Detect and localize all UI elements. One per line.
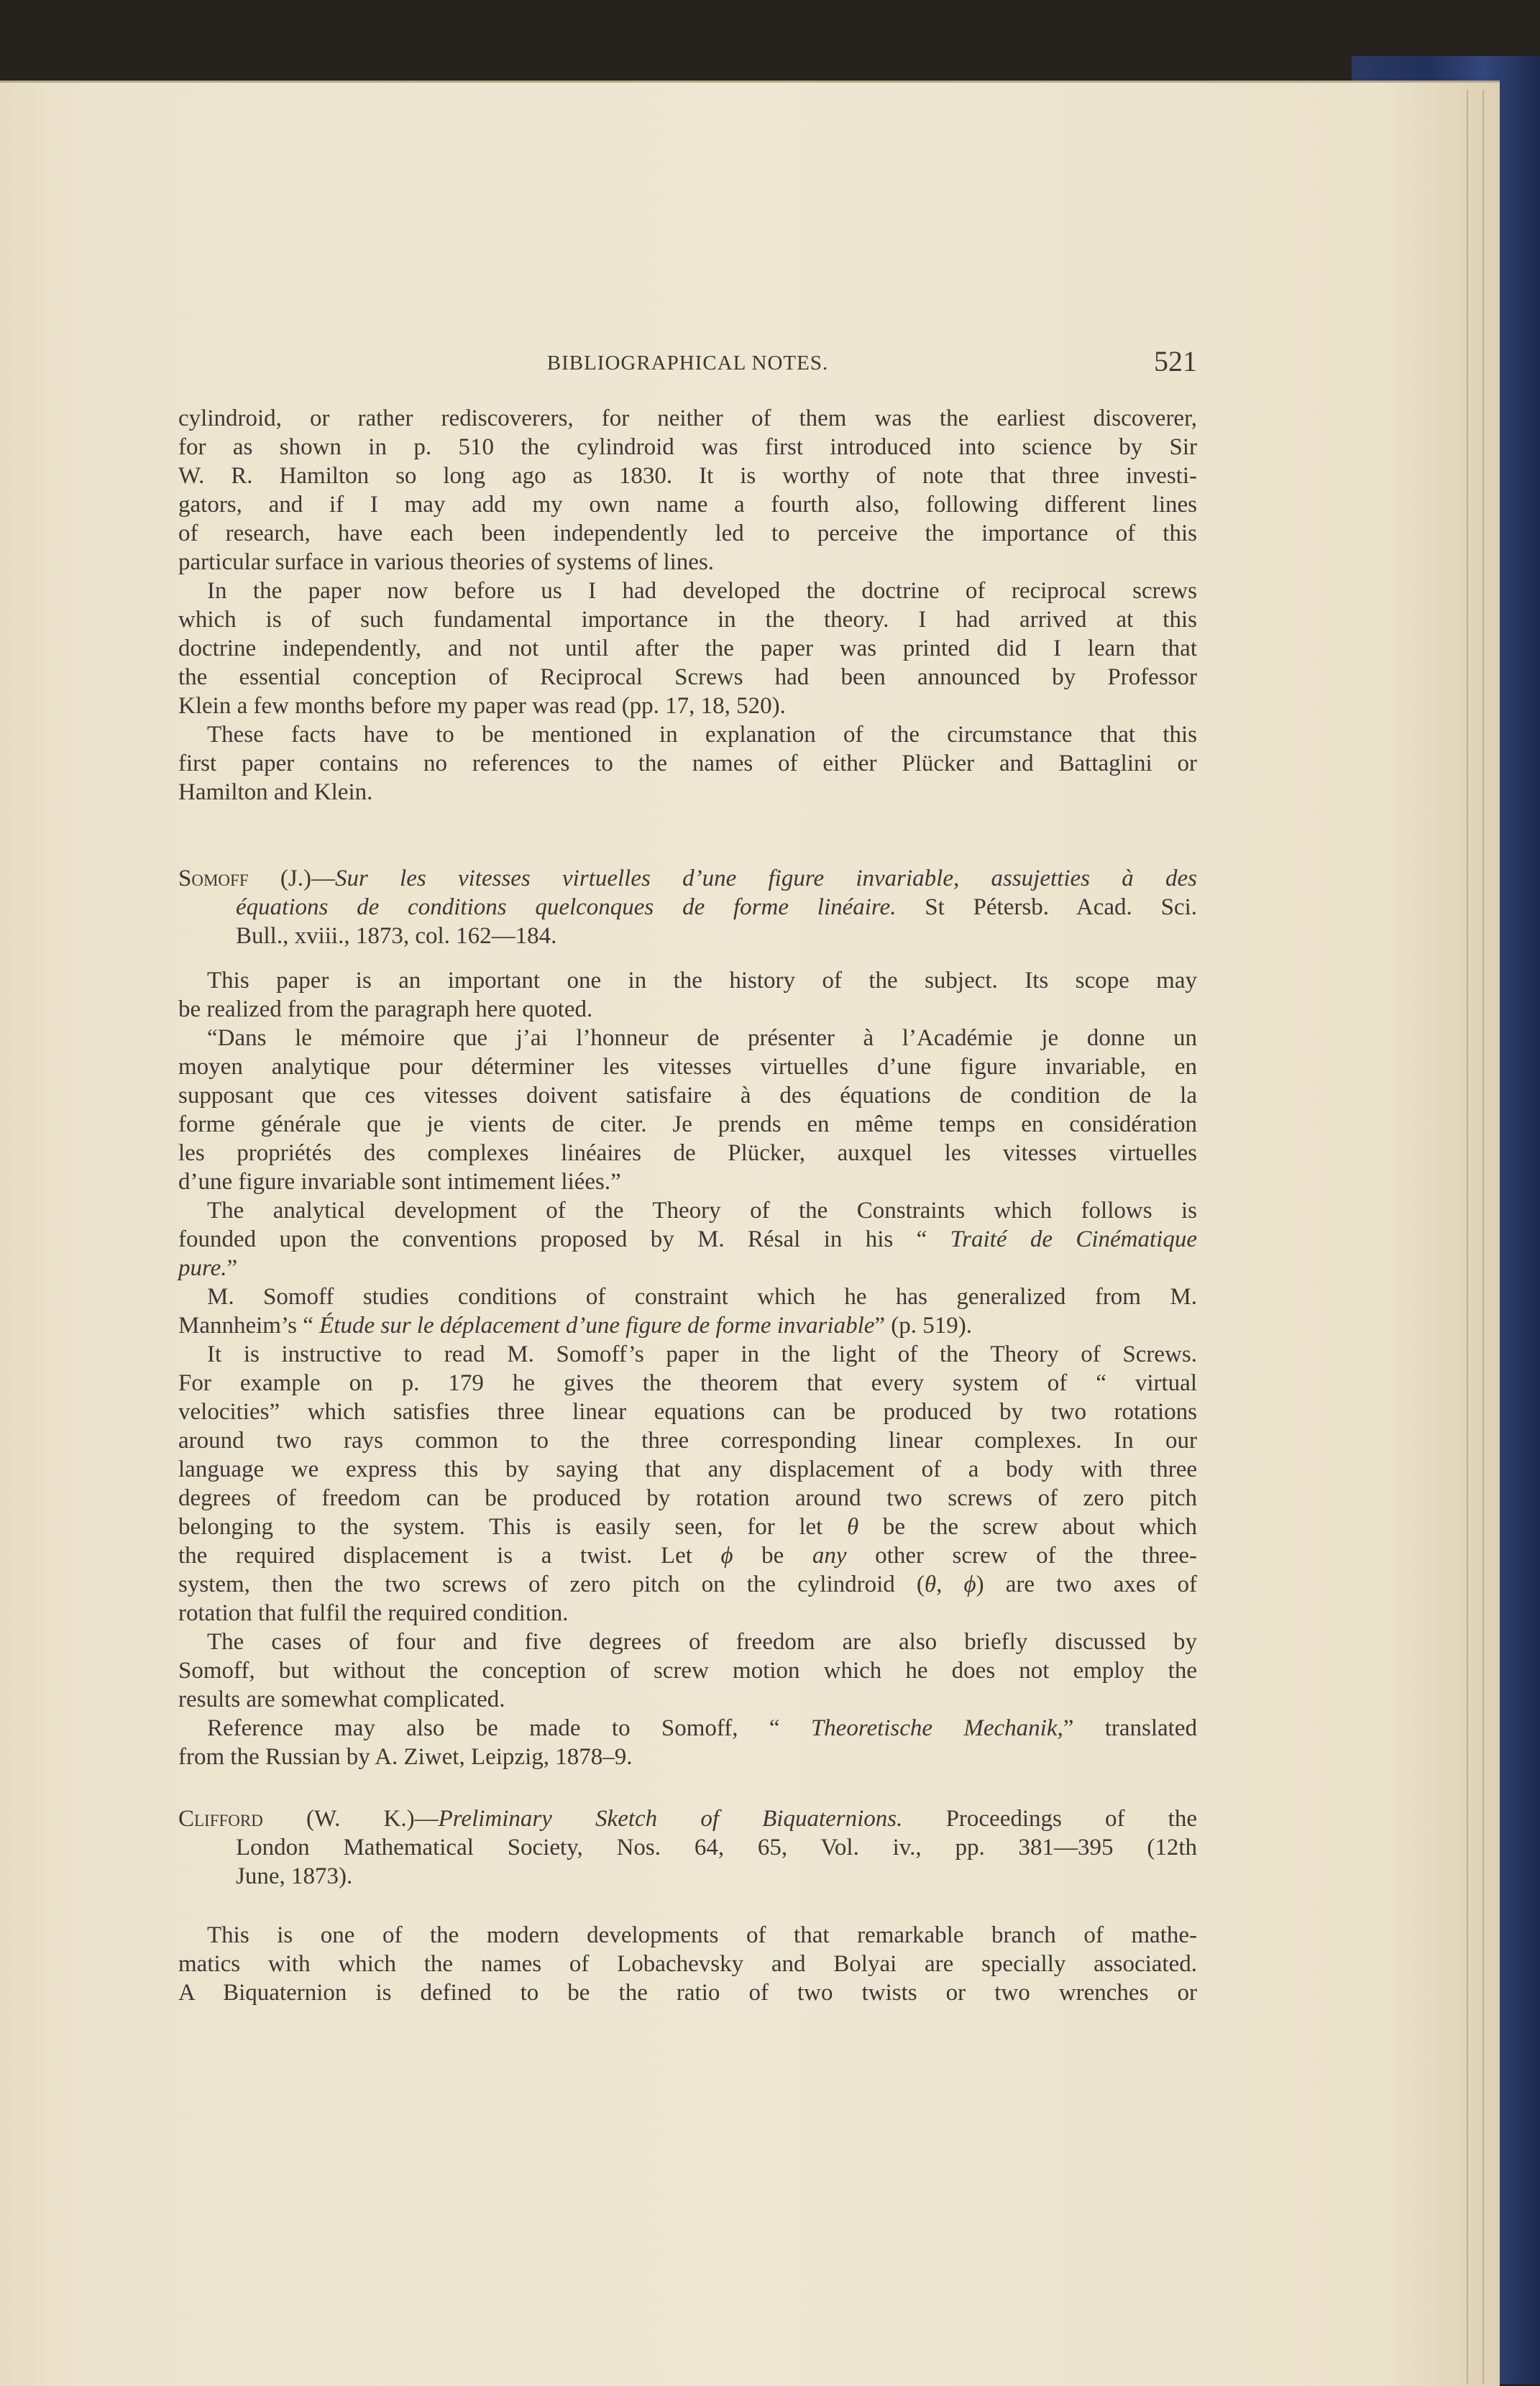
text-line: forme générale que je vients de citer. Je prends en même temps en considération — [178, 1111, 1197, 1137]
text-line: for as shown in p. 510 the cylindroid was first introduced into science by Sir — [178, 434, 1197, 460]
paragraph — [178, 1024, 1197, 1196]
text-line: d’une figure invariable sont intimement liées.” — [178, 1169, 621, 1195]
text-line: first paper contains no references to the names of either Plücker and Battaglini or — [178, 751, 1197, 776]
text-line: “Dans le mémoire que j’ai l’honneur de présenter à l’Académie je donne un — [207, 1025, 1197, 1051]
paragraph — [178, 966, 1197, 1024]
paragraph — [178, 1921, 1197, 2007]
text-line — [178, 1225, 1197, 1254]
text-run: be — [733, 1543, 812, 1569]
text-line: supposant que ces vitesses doivent satisfaire à des équations de condition de la — [178, 1083, 1197, 1109]
text-line: M. Somoff studies conditions of constraint which he has generalized from M. — [207, 1284, 1197, 1310]
italic-title: Traité de Cinématique — [950, 1226, 1197, 1252]
text-line: June, 1873). — [236, 1863, 353, 1889]
italic-title: Sur les vitesses virtuelles d’une figure invariable, assujetties à des — [334, 866, 1198, 891]
text-line — [178, 1804, 1197, 1833]
italic-title: Preliminary Sketch of Biquaternions. — [438, 1806, 903, 1832]
text-line — [178, 1254, 1197, 1283]
somoff-entry — [178, 864, 1197, 950]
text-run: ” translated — [1063, 1715, 1197, 1741]
text-line: which is of such fundamental importance in the theory. I had arrived at this — [178, 607, 1197, 633]
somoff-commentary — [178, 966, 1197, 1771]
text-line: Somoff, but without the conception of screw motion which he does not employ the — [178, 1658, 1197, 1684]
text-run: other screw of the three- — [846, 1543, 1197, 1569]
text-line: the essential conception of Reciprocal Screws had been announced by Professor — [178, 664, 1197, 690]
text-line: A Biquaternion is defined to be the ratio of two twists or two wrenches or — [178, 1980, 1197, 2006]
page-edge-line — [1467, 90, 1468, 2384]
text-line — [178, 1311, 1197, 1340]
paragraph — [178, 577, 1197, 720]
paragraph — [178, 1283, 1197, 1340]
text-run: founded upon the conventions proposed by M. Résal in his “ — [178, 1226, 950, 1252]
text-line: around two rays common to the three corresponding linear complexes. In our — [178, 1428, 1197, 1454]
text-line: velocities” which satisfies three linear equations can be produced by two rotations — [178, 1399, 1197, 1425]
page-number: 521 — [1154, 345, 1197, 377]
text-line — [178, 1570, 1197, 1599]
italic-title: Étude sur le déplacement d’une figure de forme invariable — [319, 1313, 875, 1339]
clifford-commentary — [178, 1921, 1197, 2007]
running-head — [178, 347, 1197, 379]
text-run: ) are two axes of — [976, 1571, 1197, 1597]
italic-title: pure. — [178, 1255, 227, 1281]
author-name: Somoff — [178, 866, 249, 891]
running-head-title: BIBLIOGRAPHICAL NOTES. — [546, 352, 829, 375]
text-line: results are somewhat complicated. — [178, 1687, 505, 1712]
text-run: belonging to the system. This is easily seen, for let — [178, 1514, 848, 1540]
text-line: rotation that fulfil the required condition. — [178, 1600, 569, 1626]
text-run: system, then the two screws of zero pitch on the cylindroid ( — [178, 1571, 925, 1597]
text-run: the required displacement is a twist. Let — [178, 1543, 721, 1569]
paragraph — [178, 1340, 1197, 1628]
author-name: Clifford — [178, 1806, 263, 1832]
text-line: In the paper now before us I had developed the doctrine of reciprocal screws — [207, 578, 1197, 604]
text-line: Klein a few months before my paper was read (pp. 17, 18, 520). — [178, 693, 786, 719]
intro-paragraphs — [178, 404, 1197, 807]
italic-title: ϕ — [963, 1571, 976, 1597]
text-line — [178, 1513, 1197, 1541]
text-line: London Mathematical Society, Nos. 64, 65, Vol. iv., pp. 381—395 (12th — [236, 1835, 1197, 1860]
text-line: This paper is an important one in the history of the subject. Its scope may — [207, 968, 1197, 994]
text-run: (J.)— — [248, 866, 335, 891]
paragraph — [178, 1714, 1197, 1771]
text-run: (W. K.)— — [262, 1806, 439, 1832]
text-line: W. R. Hamilton so long ago as 1830. It is worthy of note that three investi- — [178, 463, 1197, 489]
italic-title: any — [812, 1543, 847, 1569]
italic-title: θ — [847, 1514, 859, 1540]
text-line — [178, 1541, 1197, 1570]
text-line: It is instructive to read M. Somoff’s paper in the light of the Theory of Screws. — [207, 1341, 1197, 1367]
bibliography-entry — [178, 864, 1197, 950]
text-line: language we express this by saying that any displacement of a body with three — [178, 1456, 1197, 1482]
text-run: , — [936, 1571, 964, 1597]
italic-title: équations de conditions quelconques de forme linéaire. — [236, 894, 897, 920]
text-line — [178, 1714, 1197, 1743]
text-line: from the Russian by A. Ziwet, Leipzig, 1878–9. — [178, 1744, 633, 1770]
text-line — [178, 864, 1197, 893]
text-line: Bull., xviii., 1873, col. 162—184. — [236, 923, 557, 949]
text-line: The cases of four and five degrees of freedom are also briefly discussed by — [207, 1629, 1197, 1655]
paragraph — [178, 720, 1197, 807]
text-line: gators, and if I may add my own name a fourth also, following different lines — [178, 492, 1197, 518]
text-line: moyen analytique pour déterminer les vitesses virtuelles d’une figure invariable, en — [178, 1054, 1197, 1080]
text-line: be realized from the paragraph here quoted. — [178, 996, 593, 1022]
text-run: Mannheim’s “ — [178, 1313, 320, 1339]
text-line: degrees of freedom can be produced by rotation around two screws of zero pitch — [178, 1485, 1197, 1511]
text-run: ” — [226, 1255, 238, 1281]
text-run: be the screw about which — [858, 1514, 1197, 1540]
italic-title: θ — [924, 1571, 937, 1597]
text-line: For example on p. 179 he gives the theorem that every system of “ virtual — [178, 1370, 1197, 1396]
italic-title: ϕ — [720, 1543, 733, 1569]
text-run: Reference may also be made to Somoff, “ — [207, 1715, 811, 1741]
text-line: The analytical development of the Theory of the Constraints which follows is — [207, 1198, 1197, 1224]
text-line: matics with which the names of Lobachevsky and Bolyai are specially associated. — [178, 1951, 1197, 1977]
paragraph — [178, 1196, 1197, 1283]
text-line: doctrine independently, and not until after the paper was printed did I learn that — [178, 635, 1197, 661]
text-run: St Pétersb. Acad. Sci. — [896, 894, 1197, 920]
paragraph — [178, 404, 1197, 577]
text-line: Hamilton and Klein. — [178, 779, 373, 805]
text-line: These facts have to be mentioned in explanation of the circumstance that this — [207, 722, 1197, 748]
text-line: cylindroid, or rather rediscoverers, for neither of them was the earliest discoverer, — [178, 405, 1197, 431]
italic-title: Theoretische Mechanik, — [810, 1715, 1063, 1741]
page-edge-line — [1482, 90, 1484, 2384]
text-run: ” (p. 519). — [874, 1313, 973, 1339]
clifford-entry — [178, 1804, 1197, 1891]
text-line — [178, 893, 1197, 922]
text-line: particular surface in various theories of systems of lines. — [178, 549, 715, 575]
bibliography-entry — [178, 1804, 1197, 1891]
text-run: Proceedings of the — [902, 1806, 1197, 1832]
text-line: les propriétés des complexes linéaires de Plücker, auxquel les vitesses virtuelles — [178, 1140, 1197, 1166]
text-line: This is one of the modern developments of that remarkable branch of mathe- — [207, 1922, 1197, 1948]
paragraph — [178, 1628, 1197, 1714]
text-line: of research, have each been independently led to perceive the importance of this — [178, 520, 1197, 546]
